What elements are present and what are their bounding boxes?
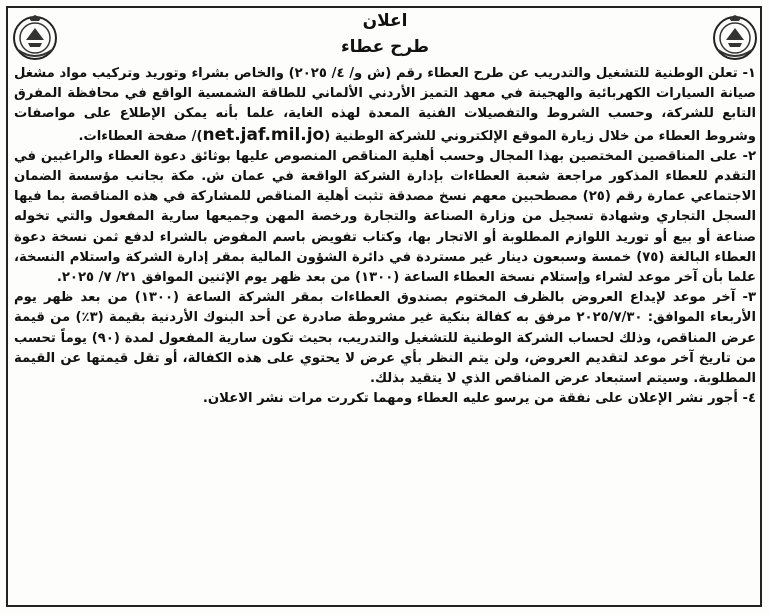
announcement-body	[14, 64, 756, 409]
paragraph-1-text-b: )/ صفحة العطاءات.	[78, 128, 203, 144]
tender-subheading: طرح عطاء	[340, 37, 429, 57]
paragraph-2: ٢- على المناقصين المختصين بهذا المجال وحسب أهلية المناقص المنصوص عليها بوثائق دعوة العطاء والراغبين في التقدم للعطاء المذكور مراجعة شعبة العطاءات بإدارة الشركة الواقعة في عمان ش. مكة بجانب مؤسسة الضمان الاجتماعي عمارة رقم (٢٥) مصطحبين معهم نسخ مصدقة تثبت أهلية المناقص للمشاركة في هذه المناقصة بما فيها السجل التجاري وشهادة تسجيل من وزارة الصناعة والتجارة ورخصة المهن وجميعها سارية المفعول والتي تخوله صناعة أو بيع أو توريد اللوازم المطلوبة أو الاتجار بها، وكتاب تفويض باسم المفوض بالشراء لدفع ثمن نسخة دعوة العطاء البالغة (٧٥) خمسة وسبعون دينار غير مستردة في دائرة الشؤون المالية بمقر إدارة الشركة واستلام النسخة، علما بأن آخر موعد لشراء وإستلام نسخة العطاء الساعة (١٣٠٠) من بعد ظهر يوم الإثنين الموافق ٢١/ ٧/ ٢٠٢٥.	[14, 148, 756, 286]
paragraph-4: ٤- أجور نشر الإعلان على نفقة من يرسو عليه العطاء ومهما تكررت مرات نشر الاعلان.	[202, 391, 756, 407]
paragraph-1	[14, 64, 756, 147]
paragraph-1-text-a: ١- تعلن الوطنية للتشغيل والتدريب عن طرح العطاء رقم (ش و/ ٤/ ٢٠٢٥) والخاص بشراء وتوريد وتركيب مواد مشغل صيانة السيارات الكهربائية والهجينة في معهد التميز الأردني الألماني للطاقة الشمسية الواقع في محافظة المفرق التابع للشركة، وحسب الشروط والتفصيلات الفنية المعدة لهذه الغاية، علما بأنه يمكن الإطلاع على مواصفات وشروط العطاء من خلال زيارة الموقع الإلكتروني للشركة الوطنية (	[14, 66, 756, 144]
announcement-heading: اعلان	[362, 11, 408, 31]
website-link[interactable]: net.jaf.mil.jo	[202, 124, 325, 145]
paragraph-3: ٣- آخر موعد لإيداع العروض بالظرف المختوم بصندوق العطاءات بمقر الشركة الساعة (١٣٠٠) من بعد ظهر يوم الأربعاء الموافق: ٢٠٢٥/٧/٣٠ مرفق به كفالة بنكية غير مشروطة صادرة عن أحد البنوك الأردنية بقيمة (٣٪) من قيمة عرض المناقص، وذلك لحساب الشركة الوطنية للتشغيل والتدريب، بحيث تكون سارية المفعول لمدة (٩٠) يوماً تحسب من تاريخ آخر موعد لتقديم العروض، ولن يتم النظر بأي عرض لا يحتوي على هذه الكفالة، أو تقل قيمتها عن القيمة المطلوبة. وسيتم استبعاد عرض المناقص الذي لا يتقيد بذلك.	[14, 290, 756, 387]
